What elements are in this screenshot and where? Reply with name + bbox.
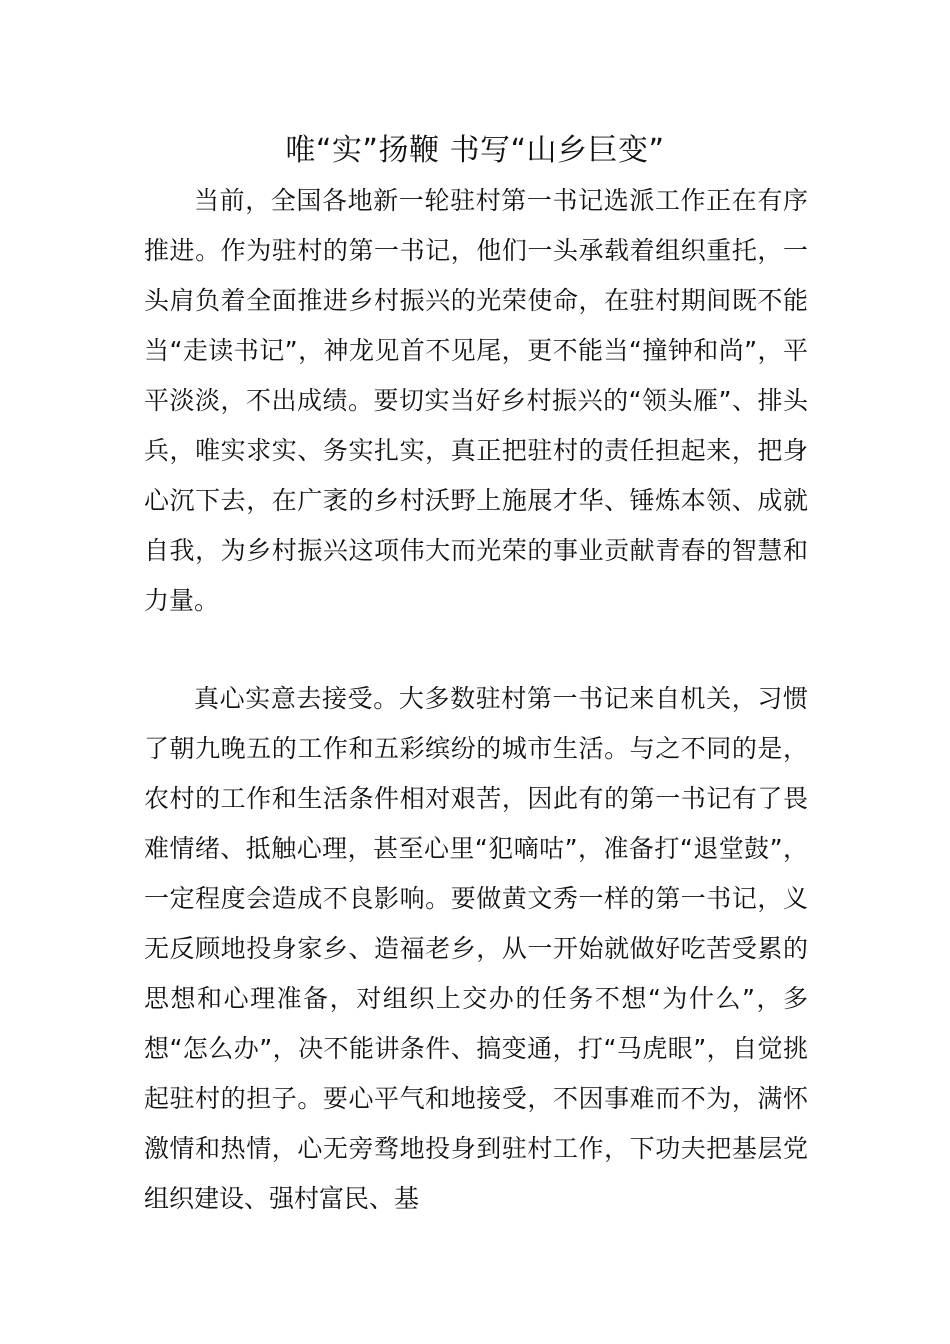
- document-title: 唯“实”扬鞭 书写“山乡巨变”: [285, 133, 665, 168]
- paragraph-1: 当前，全国各地新一轮驻村第一书记选派工作正在有序推进。作为驻村的第一书记，他们一头承载着组织重托，一头肩负着全面推进乡村振兴的光荣使命，在驻村期间既不能当“走读书记”，神龙见首不见尾，更不能当“撞钟和尚”，平平淡淡，不出成绩。要切实当好乡村振兴的“领头雁”、排头兵，唯实求实、务实扎实，真正把驻村的责任担起来，把身心沉下去，在广袤的乡村沃野上施展才华、锤炼本领、成就自我，为乡村振兴这项伟大而光荣的事业贡献青春的智慧和力量。: [144, 186, 808, 615]
- paragraph-2: 真心实意去接受。大多数驻村第一书记来自机关，习惯了朝九晚五的工作和五彩缤纷的城市生活。与之不同的是，农村的工作和生活条件相对艰苦，因此有的第一书记有了畏难情绪、抵触心理，甚至心里“犯嘀咕”，准备打“退堂鼓”，一定程度会造成不良影响。要做黄文秀一样的第一书记，义无反顾地投身家乡、造福老乡，从一开始就做好吃苦受累的思想和心理准备，对组织上交办的任务不想“为什么”，多想“怎么办”，决不能讲条件、搞变通，打“马虎眼”，自觉挑起驻村的担子。要心平气和地接受，不因事难而不为，满怀激情和热情，心无旁骛地投身到驻村工作，下功夫把基层党组织建设、强村富民、基: [144, 684, 808, 1213]
